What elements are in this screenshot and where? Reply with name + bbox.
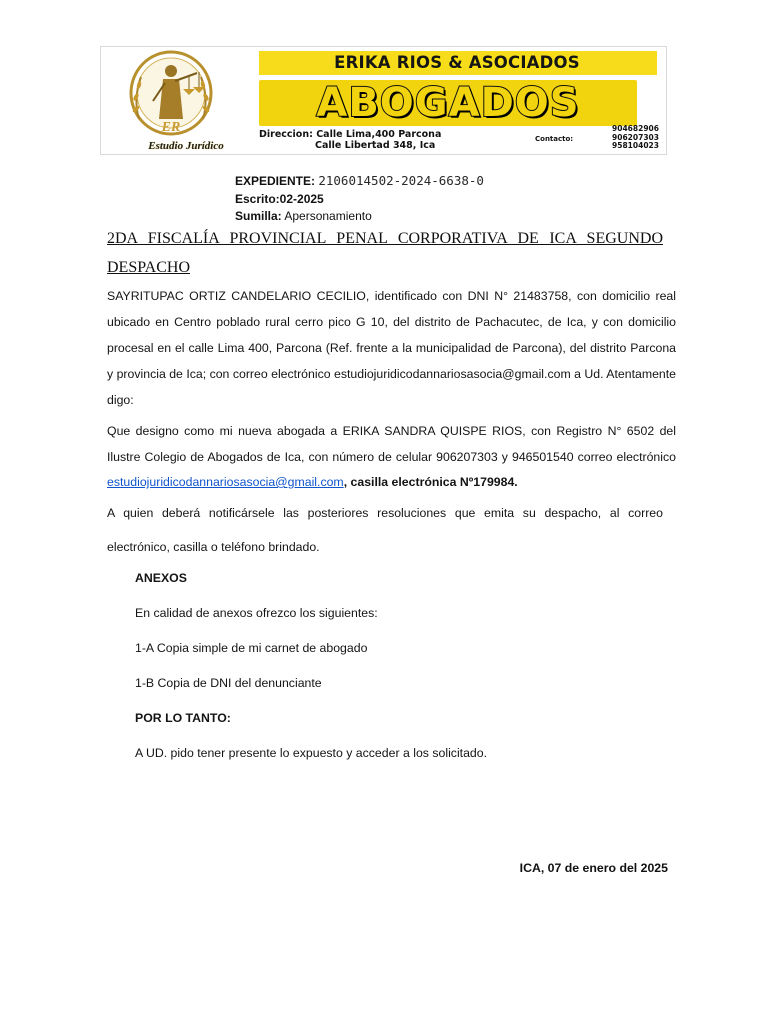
notification-paragraph: A quien deberá notificársele las posteriores resoluciones que emita su despacho, al correo electrónico, casilla o teléfono brindado. <box>107 506 663 554</box>
anexo-item: 1-A Copia simple de mi carnet de abogado <box>135 641 368 655</box>
phone-number: 904682906 <box>612 124 659 133</box>
contact-block <box>535 125 663 153</box>
emblem-caption: Estudio Jurídico <box>148 140 224 152</box>
expediente-value: 2106014502-2024-6638-0 <box>318 173 484 188</box>
place-date: ICA, 07 de enero del 2025 <box>519 861 668 875</box>
address-label: Direccion: <box>259 129 313 140</box>
contact-label: Contacto: <box>535 135 574 143</box>
anexo-item: 1-B Copia de DNI del denunciante <box>135 676 322 690</box>
address-line-2: Calle Libertad 348, Ica <box>315 140 436 151</box>
phone-number: 958104023 <box>612 141 659 150</box>
email-link[interactable]: estudiojuridicodannariosasocia@gmail.com <box>107 475 344 489</box>
escrito: Escrito:02-2025 <box>235 191 324 206</box>
letterhead <box>100 46 667 155</box>
designation-text: Que designo como mi nueva abogada a ERIKA SANDRA QUISPE RIOS, con Registro N° 6502 del Ilustre Colegio de Abogados de Ica, con número de celular 906207303 y 946501540 correo electrónico <box>107 424 676 464</box>
anexos-heading: ANEXOS <box>135 571 187 585</box>
intro-paragraph: SAYRITUPAC ORTIZ CANDELARIO CECILIO, identificado con DNI N° 21483758, con domicilio real ubicado en Centro poblado rural cerro pico G 10, del distrito de Pachacutec, de Ica, y con domicilio procesal en el calle Lima 400, Parcona (Ref. frente a la municipalidad de Parcona), del distrito Parcona y provincia de Ica; con correo electrónico estudiojuridicodannariosasocia@gmail.com a Ud. Atentamente digo: <box>107 289 676 407</box>
conclusion-text: A UD. pido tener presente lo expuesto y acceder a los solicitado. <box>135 746 488 760</box>
phone-list <box>612 125 659 151</box>
recipient-heading: 2DA FISCALÍA PROVINCIAL PENAL CORPORATIVA DE ICA SEGUNDO DESPACHO <box>107 230 663 276</box>
conclusion-heading: POR LO TANTO: <box>135 711 231 725</box>
address-line-1: Calle Lima,400 Parcona <box>316 129 442 140</box>
sumilla-label: Sumilla: <box>235 209 282 223</box>
sumilla-value: Apersonamiento <box>284 209 372 223</box>
emblem-monogram: ER <box>161 120 181 135</box>
phone-number: 906207303 <box>612 132 659 142</box>
case-meta <box>235 172 484 226</box>
anexos-intro: En calidad de anexos ofrezco los siguientes: <box>135 606 378 620</box>
justice-scale-emblem-icon <box>119 49 249 153</box>
designation-paragraph <box>107 419 676 496</box>
expediente-label: EXPEDIENTE: <box>235 174 316 188</box>
firm-name: ERIKA RIOS & ASOCIADOS <box>334 53 580 72</box>
address-block <box>259 129 519 151</box>
casilla-text: , casilla electrónica Nº179984. <box>343 475 518 489</box>
band-title: ABOGADOS <box>316 80 580 126</box>
